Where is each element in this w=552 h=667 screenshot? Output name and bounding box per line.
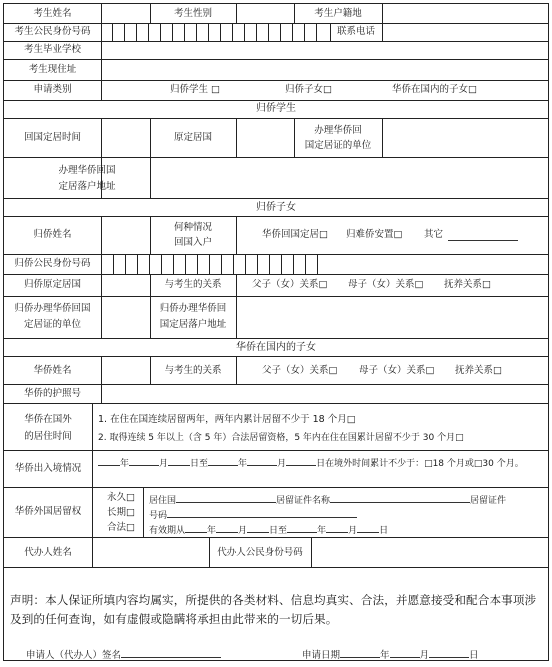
overseas-relation-foster[interactable]: 抚养关系□ [455,365,502,376]
rule [101,41,102,100]
id-box-rule [113,254,114,274]
id-box-rule [245,254,246,274]
rule [382,4,383,23]
date-day-blank[interactable] [429,647,469,658]
abroad-time-label-line2: 的居住时间 [24,431,72,442]
overseas-parent-name-label: 华侨姓名 [33,365,72,376]
reason-other-blank[interactable] [448,230,518,241]
reason-option-settle[interactable]: 华侨回国定居□ [262,229,328,240]
id-box-rule [233,254,234,274]
id-box-rule [304,23,305,41]
id-box-rule [280,23,281,41]
declaration-text: 声明：本人保证所填内容均属实，所提供的各类材料、信息均真实、合法，并愿意接受和配合本事项涉及到的任何查询，如有虚假或隐瞒将承担由此带来的一切后果。 [10,593,537,626]
id-box-rule [172,23,173,41]
id-box-rule [256,23,257,41]
rule [4,450,548,451]
rule [101,23,102,41]
cert-unit-label-line2: 国定居证的单位 [304,140,372,151]
id-box-rule [281,254,282,274]
rule [92,403,93,537]
travel-day2-blank[interactable] [286,455,316,466]
rule [236,296,237,338]
id-box-rule [232,23,233,41]
residence-validity-row: 有效期从 年 月 日至 年 月 日 [149,522,547,537]
travel-year-blank[interactable] [98,455,120,466]
rule [92,537,93,567]
id-box-rule [305,254,306,274]
id-box-rule [208,23,209,41]
application-form [3,3,549,661]
permit-name-blank[interactable] [330,492,470,503]
relation-label: 与考生的关系 [164,279,222,290]
id-box-rule [137,254,138,274]
rule [4,384,548,385]
rule [236,216,237,254]
rule [150,157,151,198]
permit-number-blank[interactable] [167,507,357,518]
rule [101,4,102,23]
id-box-rule [268,23,269,41]
rule [4,118,548,119]
rule [101,274,102,296]
id-box-rule [125,254,126,274]
rule [4,100,548,101]
residence-legal-option[interactable]: 合法□ [107,522,135,533]
rule [4,274,548,275]
signature-row: 申请人（代办人）签名 [26,647,221,662]
travel-day-blank[interactable] [168,455,190,466]
reason-option-resettle[interactable]: 归难侨安置□ [346,229,403,240]
travel-date-range: 年 月 日至 年 月 日在境外时间累计不少于：□18 个月或□30 个月。 [98,455,546,470]
valid-month-blank[interactable] [216,522,238,533]
id-box-rule [197,254,198,274]
id-box-rule [269,254,270,274]
valid-year-blank[interactable] [185,522,207,533]
parent-hukou-addr-line1: 归侨办理华侨回 [159,303,227,314]
candidate-id-label: 考生公民身份号码 [14,26,91,37]
rule [101,216,102,254]
apply-option-returned-child[interactable]: 归侨子女□ [285,84,332,95]
id-box-rule [160,23,161,41]
section-returned-student: 归侨学生 [256,103,296,114]
rule [4,403,548,404]
rule [4,487,548,488]
id-box-rule [149,254,150,274]
relation-option-mother[interactable]: 母子（女）关系□ [348,279,424,290]
candidate-name-label: 考生姓名 [33,8,72,19]
id-box-rule [173,254,174,274]
relation-option-father[interactable]: 父子（女）关系□ [252,279,328,290]
original-residence-label: 原定居国 [173,132,212,143]
rule [4,41,548,42]
section-overseas-child: 华侨在国内的子女 [236,342,316,353]
id-box-rule [124,23,125,41]
phone-label: 联系电话 [336,26,375,37]
rule [236,118,237,157]
residence-permanent-option[interactable]: 永久□ [107,492,135,503]
travel-month2-blank[interactable] [247,455,277,466]
travel-month-blank[interactable] [129,455,159,466]
abroad-time-label-line1: 华侨在国外 [24,414,72,425]
parent-residence-label: 归侨原定居国 [23,279,81,290]
rule [4,356,548,357]
id-box-rule [136,23,137,41]
apply-type-label: 申请类别 [33,84,72,95]
id-box-rule [317,254,318,274]
rule [4,23,548,24]
parent-id-label: 归侨公民身份号码 [14,258,91,269]
rule [4,216,548,217]
candidate-gender-label: 考生性别 [173,8,212,19]
id-box-rule [316,23,317,41]
id-box-rule [293,254,294,274]
agent-id-label: 代办人公民身份号码 [217,547,303,558]
rule [4,157,548,158]
travel-label: 华侨出入境情况 [14,463,82,474]
rule [101,254,102,274]
overseas-relation-mother[interactable]: 母子（女）关系□ [359,365,435,376]
residence-number-row: 号码 [149,507,547,522]
rule [4,59,548,60]
rule [382,23,383,41]
rule [143,487,144,537]
rule [236,356,237,384]
country-blank[interactable] [176,492,276,503]
valid-day-blank[interactable] [247,522,269,533]
reason-label-line1: 何种情况 [173,222,212,233]
residence-longterm-option[interactable]: 长期□ [107,507,135,518]
parent-cert-unit-line1: 归侨办理华侨回国 [14,303,91,314]
hukou-address-label-line1: 办理华侨回国 [58,165,116,176]
signature-blank[interactable] [121,647,221,658]
id-box-rule [257,254,258,274]
id-box-rule [161,254,162,274]
apply-option-overseas-child[interactable]: 华侨在国内的子女□ [392,84,477,95]
rule [236,274,237,296]
valid-month2-blank[interactable] [326,522,348,533]
rule [4,338,548,339]
id-box-rule [185,254,186,274]
candidate-hukou-label: 考生户籍地 [314,8,362,19]
id-box-rule [112,23,113,41]
valid-year2-blank[interactable] [287,522,317,533]
parent-hukou-addr-line2: 国定居落户地址 [159,319,227,330]
abroad-condition-1[interactable]: 1. 在住在国连续居留两年，两年内累计居留不少于 18 个月□ [98,414,356,425]
abroad-condition-2[interactable]: 2. 取得连续 5 年以上（含 5 年）合法居留资格，5 年内在住在国累计居留不少于 30 个月□ [98,433,464,443]
settle-time-label: 回国定居时间 [23,132,81,143]
address-label: 考生现住址 [28,64,77,75]
school-label: 考生毕业学校 [23,44,81,55]
id-box-rule [220,23,221,41]
date-year-blank[interactable] [340,647,380,658]
rule [236,4,237,23]
rule [311,537,312,567]
parent-name-label: 归侨姓名 [33,229,72,240]
rule [4,254,548,255]
rule [4,296,548,297]
id-box-rule [244,23,245,41]
rule [4,537,548,538]
cert-unit-label-line1: 办理华侨回 [314,125,362,136]
id-box-rule [221,254,222,274]
id-box-rule [209,254,210,274]
rule [101,356,102,384]
rule [4,567,548,568]
residence-right-label: 华侨外国居留权 [14,506,82,517]
id-box-rule [292,23,293,41]
parent-cert-unit-line2: 定居证的单位 [23,319,81,330]
reason-label-line2: 回国入户 [173,237,212,248]
overseas-relation-label: 与考生的关系 [164,365,222,376]
id-box-rule [196,23,197,41]
rule [101,384,102,403]
date-month-blank[interactable] [390,647,420,658]
rule [4,80,548,81]
id-box-rule [148,23,149,41]
overseas-relation-father[interactable]: 父子（女）关系□ [262,365,338,376]
reason-option-other[interactable]: 其它 [424,229,444,240]
rule [382,118,383,157]
hukou-address-label-line2: 定居落户地址 [58,181,116,192]
relation-option-foster[interactable]: 抚养关系□ [444,279,491,290]
passport-label: 华侨的护照号 [23,388,81,399]
id-box-rule [184,23,185,41]
valid-day2-blank[interactable] [357,522,379,533]
date-row: 申请日期 年 月 日 [302,647,479,662]
agent-name-label: 代办人姓名 [24,547,72,558]
rule [4,198,548,199]
section-returned-child: 归侨子女 [256,202,296,213]
residence-country-row: 居住国 居留证件名称 居留证件 [149,492,547,507]
travel-year2-blank[interactable] [208,455,238,466]
apply-option-returned-student[interactable]: 归侨学生 □ [170,84,220,95]
rule [101,296,102,338]
